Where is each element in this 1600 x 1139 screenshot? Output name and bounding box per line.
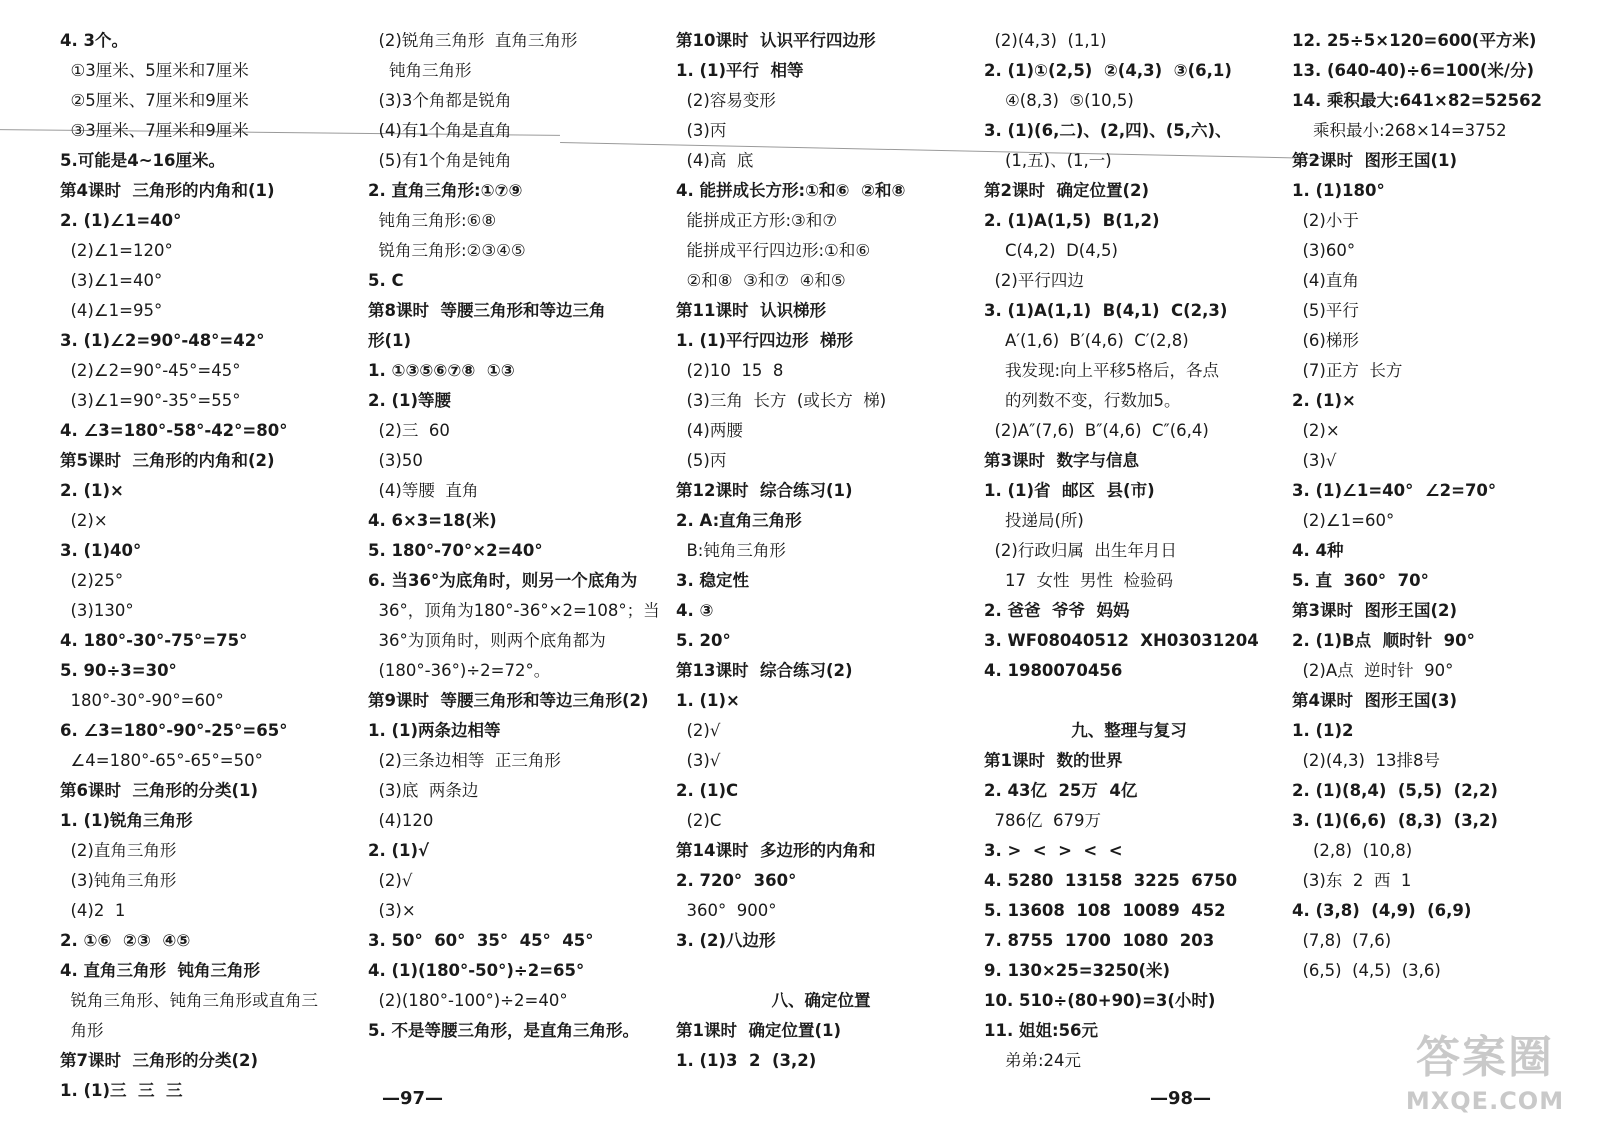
lesson-heading: 第3课时 数字与信息 (984, 451, 1139, 470)
answer-line: 1. (1)3 2 (3,2) (676, 1051, 817, 1070)
answer-line: 4. 1980070456 (984, 661, 1123, 680)
answer-line: ④(8,3) ⑤(10,5) (984, 91, 1134, 110)
answer-line: (2)(180°-100°)÷2=40° (368, 991, 568, 1010)
answer-line: 4. 180°-30°-75°=75° (60, 631, 248, 650)
answer-line: (4)等腰 直角 (368, 481, 479, 500)
answer-line: (4)高 底 (676, 151, 754, 170)
answer-line: 5. 不是等腰三角形，是直角三角形。 (368, 1021, 639, 1040)
watermark-url: MXQE.COM (1405, 1087, 1565, 1115)
answer-line: 2. (1)√ (368, 841, 430, 860)
answer-line: 5. 直 360° 70° (1292, 571, 1429, 590)
answer-line: (5)丙 (676, 451, 727, 470)
answer-line: 2. 爸爸 爷爷 妈妈 (984, 601, 1130, 620)
answer-line: (2)小于 (1292, 211, 1359, 230)
answer-line: 17 女性 男性 检验码 (984, 571, 1173, 590)
answer-line: (4)有1个角是直角 (368, 121, 512, 140)
answer-line: 能拼成正方形:③和⑦ (676, 211, 838, 230)
answer-column-1 (60, 26, 350, 1106)
answer-line: 1. ①③⑤⑥⑦⑧ ①③ (368, 361, 515, 380)
answer-line: 5. C (368, 271, 404, 290)
lesson-heading: 第13课时 综合练习(2) (676, 661, 853, 680)
answer-line: 3. WF08040512 XH03031204 (984, 631, 1259, 650)
answer-line: (180°-36°)÷2=72°。 (368, 661, 551, 680)
answer-line: A′(1,6) B′(4,6) C′(2,8) (984, 331, 1189, 350)
answer-line: (6)梯形 (1292, 331, 1359, 350)
answer-line: (2)A点 逆时针 90° (1292, 661, 1454, 680)
answer-line: 我发现:向上平移5格后，各点 (984, 361, 1220, 380)
answer-line: 2. 43亿 25万 4亿 (984, 781, 1138, 800)
answer-line: B:钝角三角形 (676, 541, 786, 560)
answer-line: (4)120 (368, 811, 434, 830)
answer-line: 6. ∠3=180°-90°-25°=65° (60, 721, 288, 740)
answer-line: 2. (1)∠1=40° (60, 211, 182, 230)
answer-line: 3. (1)(6,6) (8,3) (3,2) (1292, 811, 1498, 830)
lesson-heading: 第4课时 三角形的内角和(1) (60, 181, 275, 200)
answer-line: ③3厘米、7厘米和9厘米 (60, 121, 249, 140)
watermark-logo (1380, 1030, 1590, 1130)
watermark-title: 答案圈 (1416, 1032, 1554, 1083)
answer-line: 14. 乘积最大:641×82=52562 (1292, 91, 1543, 110)
unit-heading: 九、整理与复习 (1071, 721, 1187, 740)
answer-line: 3. (1)∠1=40° ∠2=70° (1292, 481, 1497, 500)
answer-line: (3)底 两条边 (368, 781, 479, 800)
answer-line: 2. (1)A(1,5) B(1,2) (984, 211, 1160, 230)
answer-line: (2)× (1292, 421, 1340, 440)
lesson-heading: 第7课时 三角形的分类(2) (60, 1051, 259, 1070)
lesson-heading: 第2课时 图形王国(1) (1292, 151, 1458, 170)
answer-column-3 (676, 26, 966, 1076)
answer-line: (3)3个角都是锐角 (368, 91, 512, 110)
answer-line: 形(1) (368, 331, 412, 350)
answer-line: 9. 130×25=3250(米) (984, 961, 1171, 980)
answer-line: (3)130° (60, 601, 134, 620)
lesson-heading: 第11课时 认识梯形 (676, 301, 826, 320)
answer-line: 1. (1)三 三 三 (60, 1081, 183, 1100)
answer-line: (3)√ (676, 751, 721, 770)
answer-line: (3)钝角三角形 (60, 871, 177, 890)
answer-line: (2)A″(7,6) B″(4,6) C″(6,4) (984, 421, 1209, 440)
answer-line: 1. (1)两条边相等 (368, 721, 501, 740)
answer-line: 5. 180°-70°×2=40° (368, 541, 543, 560)
answer-line: 5. 20° (676, 631, 731, 650)
answer-line: 1. (1)省 邮区 县(市) (984, 481, 1155, 500)
answer-line: 5.可能是4~16厘米。 (60, 151, 226, 170)
answer-line: 3. (2)八边形 (676, 931, 776, 950)
answer-line: 4. (1)(180°-50°)÷2=65° (368, 961, 585, 980)
answer-line: ②和⑧ ③和⑦ ④和⑤ (676, 271, 846, 290)
answer-line: 2. (1)(8,4) (5,5) (2,2) (1292, 781, 1498, 800)
answer-line: 1. (1)× (676, 691, 740, 710)
answer-line: 锐角三角形、钝角三角形或直角三 (60, 991, 318, 1010)
answer-line: 1. (1)平行 相等 (676, 61, 804, 80)
answer-line: (2,8) (10,8) (1292, 841, 1413, 860)
answer-line: 1. (1)2 (1292, 721, 1354, 740)
answer-line: 的列数不变，行数加5。 (984, 391, 1181, 410)
answer-line: 弟弟:24元 (984, 1051, 1082, 1070)
answer-line: (3)东 2 西 1 (1292, 871, 1412, 890)
answer-line: (1,五)、(1,一) (984, 151, 1112, 170)
answer-line: 6. 当36°为底角时，则另一个底角为 (368, 571, 638, 590)
answer-line: ①3厘米、5厘米和7厘米 (60, 61, 249, 80)
page-number-left: —97— (382, 1088, 444, 1109)
answer-line: (2)∠1=60° (1292, 511, 1395, 530)
answer-line: (2)25° (60, 571, 124, 590)
answer-line: 乘积最小:268×14=3752 (1292, 121, 1507, 140)
answer-line: 36°，顶角为180°-36°×2=108°；当 (368, 601, 660, 620)
page-number-right: —98— (1150, 1088, 1212, 1109)
answer-line: 2. ①⑥ ②③ ④⑤ (60, 931, 191, 950)
answer-line: 36°为顶角时，则两个底角都为 (368, 631, 606, 650)
lesson-heading: 第1课时 数的世界 (984, 751, 1123, 770)
answer-line: (2)√ (368, 871, 413, 890)
answer-line: (2)锐角三角形 直角三角形 (368, 31, 578, 50)
answer-line: 5. 90÷3=30° (60, 661, 177, 680)
answer-line: 4. 直角三角形 钝角三角形 (60, 961, 260, 980)
answer-line: 2. (1)B点 顺时针 90° (1292, 631, 1475, 650)
answer-line: (2)三条边相等 正三角形 (368, 751, 561, 770)
spacer-line (984, 686, 1274, 716)
answer-line: ②5厘米、7厘米和9厘米 (60, 91, 249, 110)
answer-line: 角形 (60, 1021, 104, 1040)
answer-line: (2)10 15 8 (676, 361, 784, 380)
answer-line: (2)(4,3) 13排8号 (1292, 751, 1440, 770)
answer-line: (2)∠2=90°-45°=45° (60, 361, 241, 380)
lesson-heading: 第4课时 图形王国(3) (1292, 691, 1458, 710)
answer-line: (3)√ (1292, 451, 1337, 470)
answer-line: 锐角三角形:②③④⑤ (368, 241, 526, 260)
answer-line: 4. (3,8) (4,9) (6,9) (1292, 901, 1472, 920)
answer-line: ∠4=180°-65°-65°=50° (60, 751, 263, 770)
answer-line: (4)2 1 (60, 901, 126, 920)
answer-line: 3. 稳定性 (676, 571, 749, 590)
answer-line: 4. 6×3=18(米) (368, 511, 497, 530)
answer-line: (3)∠1=90°-35°=55° (60, 391, 241, 410)
answer-column-2 (368, 26, 658, 1046)
answer-line: 4. 能拼成长方形:①和⑥ ②和⑧ (676, 181, 906, 200)
unit-heading: 八、确定位置 (771, 991, 871, 1010)
answer-line: 13. (640-40)÷6=100(米/分) (1292, 61, 1534, 80)
answer-line: (7,8) (7,6) (1292, 931, 1392, 950)
answer-line: 11. 姐姐:56元 (984, 1021, 1099, 1040)
answer-line: 4. 4种 (1292, 541, 1344, 560)
answer-line: 3. (1)(6,二)、(2,四)、(5,六)、 (984, 121, 1232, 140)
answer-line: C(4,2) D(4,5) (984, 241, 1118, 260)
answer-line: (2)C (676, 811, 722, 830)
answer-line: (6,5) (4,5) (3,6) (1292, 961, 1441, 980)
answer-line: (4)两腰 (676, 421, 743, 440)
answer-line: 3. 50° 60° 35° 45° 45° (368, 931, 594, 950)
answer-line: 4. 3个。 (60, 31, 128, 50)
answer-line: 4. ∠3=180°-58°-42°=80° (60, 421, 288, 440)
answer-line: 能拼成平行四边形:①和⑥ (676, 241, 871, 260)
lesson-heading: 第8课时 等腰三角形和等边三角 (368, 301, 606, 320)
lesson-heading: 第14课时 多边形的内角和 (676, 841, 876, 860)
answer-line: 2. 720° 360° (676, 871, 797, 890)
answer-line: (2)√ (676, 721, 721, 740)
answer-line: (2)× (60, 511, 108, 530)
lesson-heading: 第3课时 图形王国(2) (1292, 601, 1458, 620)
answer-line: (2)容易变形 (676, 91, 776, 110)
answer-line: 2. (1)C (676, 781, 739, 800)
answer-line: 4. 5280 13158 3225 6750 (984, 871, 1238, 890)
answer-line: (2)直角三角形 (60, 841, 177, 860)
answer-line: 5. 13608 108 10089 452 (984, 901, 1226, 920)
answer-line: (2)平行四边 (984, 271, 1084, 290)
answer-line: 3. > < > < < (984, 841, 1123, 860)
answer-line: 1. (1)锐角三角形 (60, 811, 193, 830)
answer-line: (5)有1个角是钝角 (368, 151, 512, 170)
answer-line: (2)(4,3) (1,1) (984, 31, 1107, 50)
answer-line: (2)三 60 (368, 421, 450, 440)
answer-line: 12. 25÷5×120=600(平方米) (1292, 31, 1537, 50)
answer-line: 786亿 679万 (984, 811, 1101, 830)
lesson-heading: 第6课时 三角形的分类(1) (60, 781, 259, 800)
answer-line: (3)50 (368, 451, 423, 470)
answer-line: 2. (1)①(2,5) ②(4,3) ③(6,1) (984, 61, 1232, 80)
answer-line: (4)直角 (1292, 271, 1359, 290)
answer-line: 3. (1)∠2=90°-48°=42° (60, 331, 265, 350)
answer-line: 7. 8755 1700 1080 203 (984, 931, 1215, 950)
answer-line: 钝角三角形:⑥⑧ (368, 211, 497, 230)
answer-column-4 (984, 26, 1274, 1076)
answer-line: 3. (1)40° (60, 541, 142, 560)
answer-line: (3)三角 长方 (或长方 梯) (676, 391, 887, 410)
spacer-line (676, 956, 966, 986)
answer-line: 2. (1)等腰 (368, 391, 452, 410)
answer-line: 4. ③ (676, 601, 714, 620)
lesson-heading: 第10课时 认识平行四边形 (676, 31, 876, 50)
answer-line: (3)60° (1292, 241, 1356, 260)
answer-line: (4)∠1=95° (60, 301, 163, 320)
answer-line: 2. A:直角三角形 (676, 511, 802, 530)
answer-line: 2. (1)× (1292, 391, 1356, 410)
answer-column-5 (1292, 26, 1582, 986)
answer-line: (7)正方 长方 (1292, 361, 1403, 380)
answer-line: 1. (1)180° (1292, 181, 1385, 200)
lesson-heading: 第9课时 等腰三角形和等边三角形(2) (368, 691, 649, 710)
lesson-heading: 第2课时 确定位置(2) (984, 181, 1150, 200)
answer-line: (3)丙 (676, 121, 727, 140)
answer-line: 2. 直角三角形:①⑦⑨ (368, 181, 523, 200)
answer-line: (2)行政归属 出生年月日 (984, 541, 1177, 560)
answer-line: 360° 900° (676, 901, 777, 920)
answer-line: 投递局(所) (984, 511, 1084, 530)
answer-line: 180°-30°-90°=60° (60, 691, 224, 710)
answer-line: (2)∠1=120° (60, 241, 173, 260)
answer-line: 3. (1)A(1,1) B(4,1) C(2,3) (984, 301, 1228, 320)
answer-line: (5)平行 (1292, 301, 1359, 320)
answer-line: (3)∠1=40° (60, 271, 163, 290)
lesson-heading: 第12课时 综合练习(1) (676, 481, 853, 500)
answer-line: (3)× (368, 901, 416, 920)
answer-line: 2. (1)× (60, 481, 124, 500)
answer-line: 10. 510÷(80+90)=3(小时) (984, 991, 1216, 1010)
lesson-heading: 第1课时 确定位置(1) (676, 1021, 842, 1040)
answer-line: 钝角三角形 (368, 61, 472, 80)
lesson-heading: 第5课时 三角形的内角和(2) (60, 451, 275, 470)
answer-line: 1. (1)平行四边形 梯形 (676, 331, 854, 350)
